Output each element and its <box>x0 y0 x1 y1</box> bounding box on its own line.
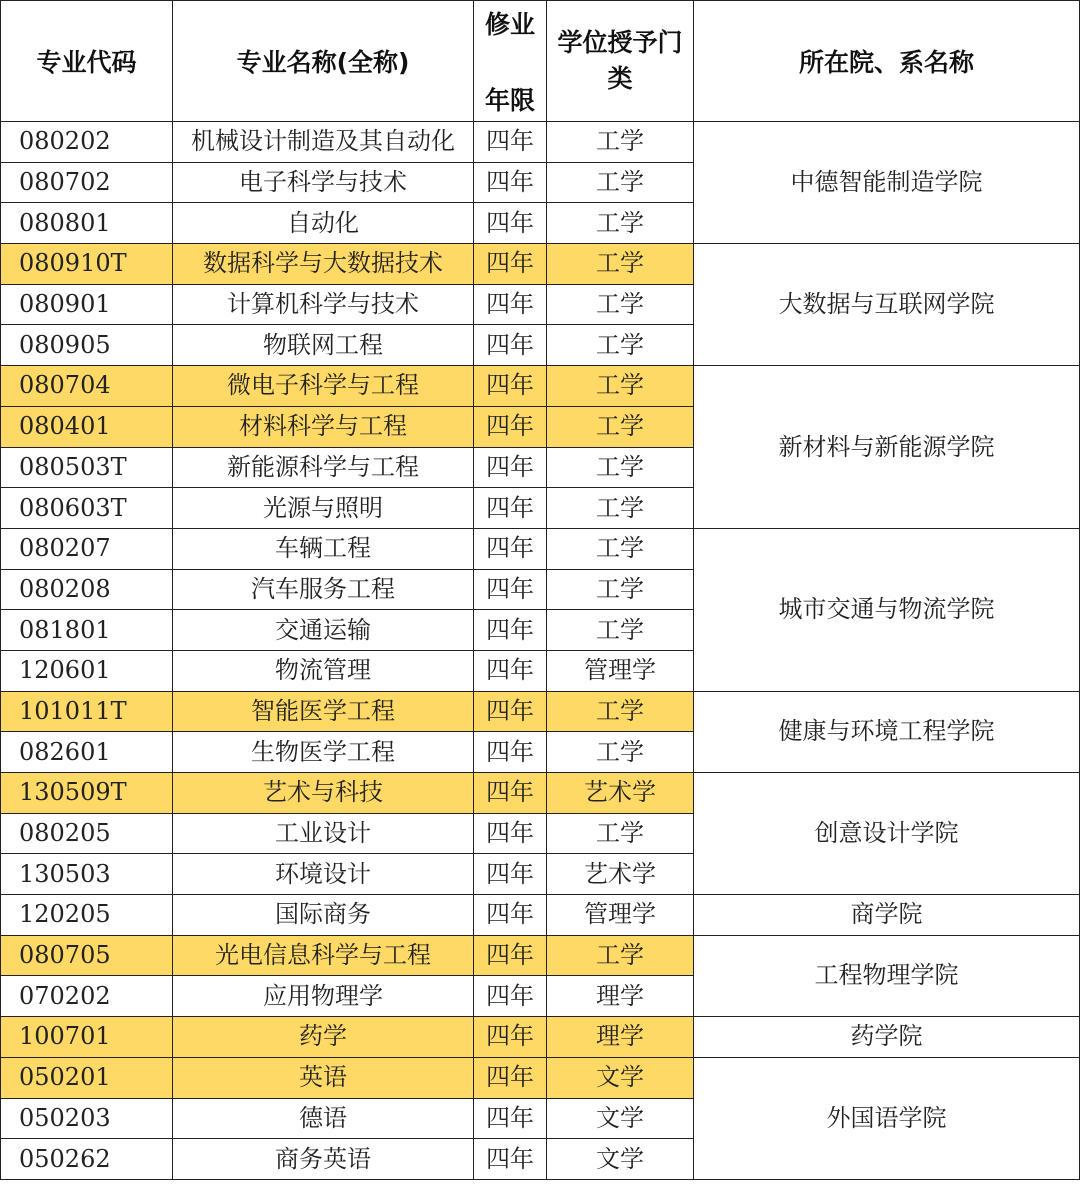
study-years-cell: 四年 <box>474 1057 547 1098</box>
major-code-cell: 080202 <box>1 122 173 163</box>
study-years-cell: 四年 <box>474 1017 547 1058</box>
major-code-cell: 080401 <box>1 406 173 447</box>
study-years-cell: 四年 <box>474 244 547 285</box>
degree-category-cell: 工学 <box>547 406 694 447</box>
table-row <box>1 528 1080 569</box>
major-name-cell: 自动化 <box>173 203 474 244</box>
college-name-cell: 药学院 <box>694 1017 1080 1058</box>
study-years-cell: 四年 <box>474 203 547 244</box>
table-row <box>1 122 1080 163</box>
major-code-cell: 080910T <box>1 244 173 285</box>
table-row <box>1 1017 1080 1058</box>
major-name-cell: 药学 <box>173 1017 474 1058</box>
major-code-cell: 080801 <box>1 203 173 244</box>
major-name-cell: 数据科学与大数据技术 <box>173 244 474 285</box>
college-name-cell: 创意设计学院 <box>694 773 1080 895</box>
study-years-cell: 四年 <box>474 691 547 732</box>
college-name-cell: 新材料与新能源学院 <box>694 366 1080 529</box>
study-years-cell: 四年 <box>474 569 547 610</box>
major-name-cell: 生物医学工程 <box>173 732 474 773</box>
study-years-cell: 四年 <box>474 610 547 651</box>
degree-category-cell: 艺术学 <box>547 773 694 814</box>
study-years-cell: 四年 <box>474 1139 547 1180</box>
major-code-cell: 050201 <box>1 1057 173 1098</box>
degree-category-cell: 管理学 <box>547 895 694 936</box>
study-years-cell: 四年 <box>474 122 547 163</box>
study-years-cell: 四年 <box>474 325 547 366</box>
major-name-cell: 商务英语 <box>173 1139 474 1180</box>
table-row <box>1 691 1080 732</box>
study-years-cell: 四年 <box>474 1098 547 1139</box>
major-code-cell: 080905 <box>1 325 173 366</box>
major-name-cell: 汽车服务工程 <box>173 569 474 610</box>
study-years-cell: 四年 <box>474 895 547 936</box>
degree-category-cell: 工学 <box>547 569 694 610</box>
study-years-cell: 四年 <box>474 488 547 529</box>
major-name-cell: 机械设计制造及其自动化 <box>173 122 474 163</box>
major-name-cell: 电子科学与技术 <box>173 162 474 203</box>
major-code-cell: 080702 <box>1 162 173 203</box>
study-years-cell: 四年 <box>474 935 547 976</box>
study-years-cell: 四年 <box>474 773 547 814</box>
major-code-cell: 130503 <box>1 854 173 895</box>
major-code-cell: 070202 <box>1 976 173 1017</box>
degree-category-cell: 工学 <box>547 366 694 407</box>
degree-category-cell: 理学 <box>547 1017 694 1058</box>
major-name-cell: 微电子科学与工程 <box>173 366 474 407</box>
major-name-cell: 新能源科学与工程 <box>173 447 474 488</box>
college-name-cell: 工程物理学院 <box>694 935 1080 1016</box>
table-row <box>1 366 1080 407</box>
major-name-cell: 物流管理 <box>173 650 474 691</box>
major-name-cell: 德语 <box>173 1098 474 1139</box>
degree-category-cell: 工学 <box>547 325 694 366</box>
major-name-cell: 应用物理学 <box>173 976 474 1017</box>
major-code-cell: 050203 <box>1 1098 173 1139</box>
study-years-cell: 四年 <box>474 976 547 1017</box>
study-years-cell: 四年 <box>474 447 547 488</box>
major-name-cell: 光电信息科学与工程 <box>173 935 474 976</box>
header-years-top: 修业 <box>484 10 535 39</box>
table-body <box>1 122 1080 1180</box>
degree-category-cell: 工学 <box>547 935 694 976</box>
degree-category-cell: 工学 <box>547 610 694 651</box>
header-name: 专业名称(全称) <box>173 1 474 122</box>
major-code-cell: 080901 <box>1 284 173 325</box>
degree-category-cell: 文学 <box>547 1098 694 1139</box>
major-code-cell: 080205 <box>1 813 173 854</box>
degree-category-cell: 工学 <box>547 528 694 569</box>
major-name-cell: 艺术与科技 <box>173 773 474 814</box>
college-name-cell: 外国语学院 <box>694 1057 1080 1179</box>
degree-category-cell: 工学 <box>547 488 694 529</box>
major-name-cell: 英语 <box>173 1057 474 1098</box>
degree-category-cell: 工学 <box>547 813 694 854</box>
table-row <box>1 1057 1080 1098</box>
major-name-cell: 环境设计 <box>173 854 474 895</box>
college-name-cell: 健康与环境工程学院 <box>694 691 1080 772</box>
major-code-cell: 081801 <box>1 610 173 651</box>
major-code-cell: 080207 <box>1 528 173 569</box>
major-code-cell: 080704 <box>1 366 173 407</box>
study-years-cell: 四年 <box>474 732 547 773</box>
study-years-cell: 四年 <box>474 650 547 691</box>
college-name-cell: 城市交通与物流学院 <box>694 528 1080 691</box>
degree-category-cell: 工学 <box>547 244 694 285</box>
table-row <box>1 895 1080 936</box>
degree-category-cell: 管理学 <box>547 650 694 691</box>
study-years-cell: 四年 <box>474 854 547 895</box>
degree-category-cell: 工学 <box>547 203 694 244</box>
major-code-cell: 120601 <box>1 650 173 691</box>
degree-category-cell: 工学 <box>547 732 694 773</box>
major-code-cell: 101011T <box>1 691 173 732</box>
degree-category-cell: 艺术学 <box>547 854 694 895</box>
header-code: 专业代码 <box>1 1 173 122</box>
major-name-cell: 物联网工程 <box>173 325 474 366</box>
major-code-cell: 080503T <box>1 447 173 488</box>
study-years-cell: 四年 <box>474 406 547 447</box>
major-code-cell: 080603T <box>1 488 173 529</box>
major-name-cell: 计算机科学与技术 <box>173 284 474 325</box>
degree-category-cell: 工学 <box>547 122 694 163</box>
study-years-cell: 四年 <box>474 162 547 203</box>
header-degree <box>547 1 694 122</box>
degree-category-cell: 工学 <box>547 284 694 325</box>
college-name-cell: 大数据与互联网学院 <box>694 244 1080 366</box>
major-code-cell: 050262 <box>1 1139 173 1180</box>
major-code-cell: 082601 <box>1 732 173 773</box>
degree-category-cell: 理学 <box>547 976 694 1017</box>
header-row <box>1 1 1080 122</box>
major-name-cell: 材料科学与工程 <box>173 406 474 447</box>
major-code-cell: 080705 <box>1 935 173 976</box>
degree-category-cell: 工学 <box>547 447 694 488</box>
college-name-cell: 中德智能制造学院 <box>694 122 1080 244</box>
major-code-cell: 080208 <box>1 569 173 610</box>
table-row <box>1 244 1080 285</box>
study-years-cell: 四年 <box>474 528 547 569</box>
major-name-cell: 智能医学工程 <box>173 691 474 732</box>
header-years-bottom: 年限 <box>484 86 535 115</box>
table-row <box>1 773 1080 814</box>
header-degree-label: 学位授予门类 <box>557 28 683 93</box>
header-years <box>474 1 547 122</box>
header-college: 所在院、系名称 <box>694 1 1080 122</box>
degree-category-cell: 工学 <box>547 162 694 203</box>
major-name-cell: 工业设计 <box>173 813 474 854</box>
degree-category-cell: 文学 <box>547 1057 694 1098</box>
major-name-cell: 车辆工程 <box>173 528 474 569</box>
major-name-cell: 光源与照明 <box>173 488 474 529</box>
study-years-cell: 四年 <box>474 366 547 407</box>
major-code-cell: 130509T <box>1 773 173 814</box>
college-name-cell: 商学院 <box>694 895 1080 936</box>
degree-category-cell: 工学 <box>547 691 694 732</box>
major-name-cell: 国际商务 <box>173 895 474 936</box>
study-years-cell: 四年 <box>474 284 547 325</box>
major-code-cell: 100701 <box>1 1017 173 1058</box>
major-name-cell: 交通运输 <box>173 610 474 651</box>
degree-category-cell: 文学 <box>547 1139 694 1180</box>
table-row <box>1 935 1080 976</box>
major-code-cell: 120205 <box>1 895 173 936</box>
study-years-cell: 四年 <box>474 813 547 854</box>
